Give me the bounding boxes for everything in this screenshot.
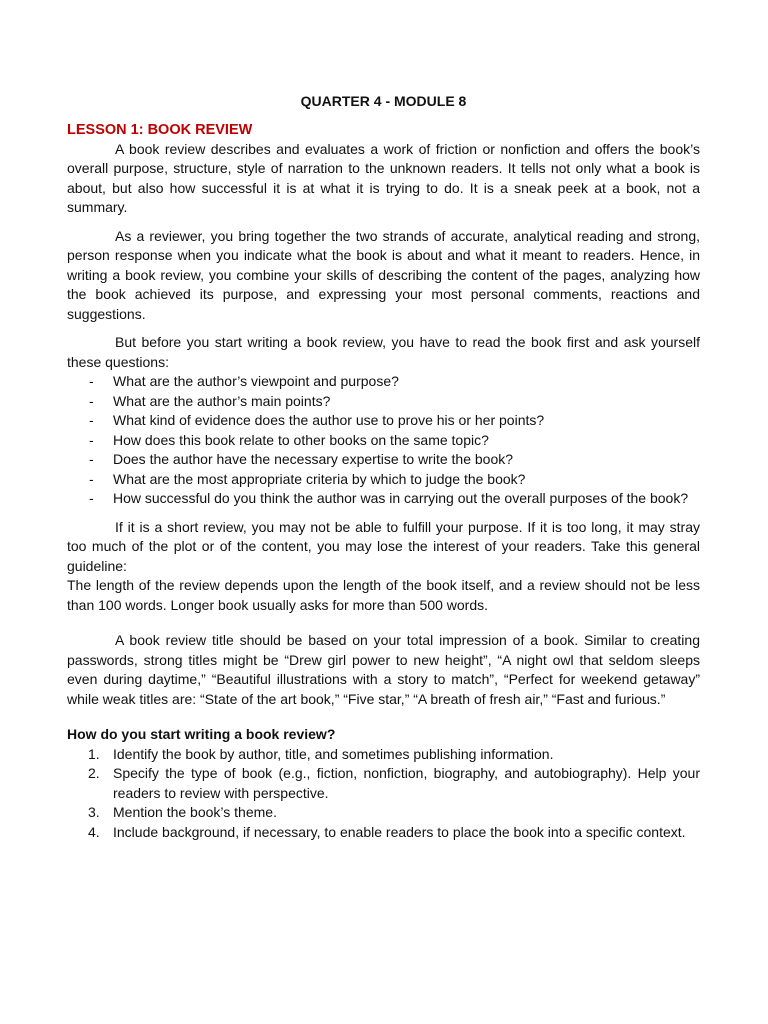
step-number: 3. bbox=[88, 804, 100, 820]
question-item bbox=[67, 392, 700, 412]
step-number: 4. bbox=[88, 823, 100, 840]
question-item bbox=[67, 489, 700, 509]
question-text: What are the author’s viewpoint and purpose? bbox=[113, 373, 399, 389]
question-item bbox=[67, 372, 700, 392]
step-number: 2. bbox=[88, 765, 100, 781]
question-text: How does this book relate to other books on the same topic? bbox=[113, 431, 489, 448]
how-to-heading: How do you start writing a book review? bbox=[67, 726, 336, 742]
module-title: QUARTER 4 - MODULE 8 bbox=[300, 93, 467, 109]
question-text: What are the author’s main points? bbox=[113, 392, 331, 409]
step-item bbox=[67, 764, 700, 803]
step-item bbox=[67, 745, 700, 765]
dash-bullet: - bbox=[89, 392, 94, 409]
dash-bullet: - bbox=[89, 470, 94, 487]
question-item bbox=[67, 470, 700, 490]
question-text: How successful do you think the author was in carrying out the overall purposes of the book? bbox=[113, 490, 689, 506]
intro-paragraph: A book review describes and evaluates a work of friction or nonfiction and offers the book’s overall purpose, structure, style of narration to the unknown readers. It tells not only what a book is about, but also how successful it is at what it is trying to do. It is a sneak peek at a book, not a summary. bbox=[67, 140, 700, 215]
step-text: Specify the type of book (e.g., fiction, nonfiction, biography, and autobiography). Help your readers to review with perspective. bbox=[113, 765, 700, 801]
question-item bbox=[67, 450, 700, 470]
step-text: Include background, if necessary, to enable readers to place the book into a specific context. bbox=[113, 823, 686, 840]
title-paragraph: A book review title should be based on your total impression of a book. Similar to creating passwords, strong titles might be “Drew girl power to new height”, “A night owl that seldom sleeps even during daytime,” “Beautiful illustrations with a story to match”, “Perfect for weekend getaway” while weak titles are: “State of the art book,” “Five star,” “A breath of fresh air,” “Fast and furious.” bbox=[67, 632, 700, 707]
step-text: Mention the book’s theme. bbox=[113, 804, 277, 820]
questions-intro-paragraph: But before you start writing a book review, you have to read the book first and ask yourself these questions: bbox=[67, 334, 700, 370]
document-body bbox=[67, 92, 700, 842]
dash-bullet: - bbox=[89, 373, 94, 389]
dash-bullet: - bbox=[89, 431, 94, 448]
short-review-paragraph: If it is a short review, you may not be able to fulfill your purpose. If it is too long, it may stray too much of the plot or of the content, you may lose the interest of your readers. Take this general guideline: bbox=[67, 518, 700, 574]
dash-bullet: - bbox=[89, 490, 94, 506]
question-text: What kind of evidence does the author use to prove his or her points? bbox=[113, 412, 545, 428]
question-text: Does the author have the necessary expertise to write the book? bbox=[113, 451, 514, 467]
reviewer-paragraph: As a reviewer, you bring together the two strands of accurate, analytical reading and strong, person response when you indicate what the book is about and what it meant to readers. Hence, in writing a book review, you combine your skills of describing the content of the pages, analyzing how the book achieved its purpose, and expressing your most personal comments, reactions and suggestions. bbox=[67, 227, 700, 322]
step-text: Identify the book by author, title, and sometimes publishing information. bbox=[113, 745, 554, 762]
step-number: 1. bbox=[88, 745, 100, 762]
length-guideline-paragraph: The length of the review depends upon the length of the book itself, and a review should not be less than 100 words. Longer book usually asks for more than 500 words. bbox=[67, 577, 700, 613]
dash-bullet: - bbox=[89, 412, 94, 428]
step-item bbox=[67, 823, 700, 843]
question-list bbox=[67, 372, 700, 509]
dash-bullet: - bbox=[89, 451, 94, 467]
step-item bbox=[67, 803, 700, 823]
steps-list bbox=[67, 745, 700, 843]
question-item bbox=[67, 431, 700, 451]
lesson-title: LESSON 1: BOOK REVIEW bbox=[67, 121, 253, 138]
question-text: What are the most appropriate criteria by which to judge the book? bbox=[113, 470, 526, 487]
question-item bbox=[67, 411, 700, 431]
